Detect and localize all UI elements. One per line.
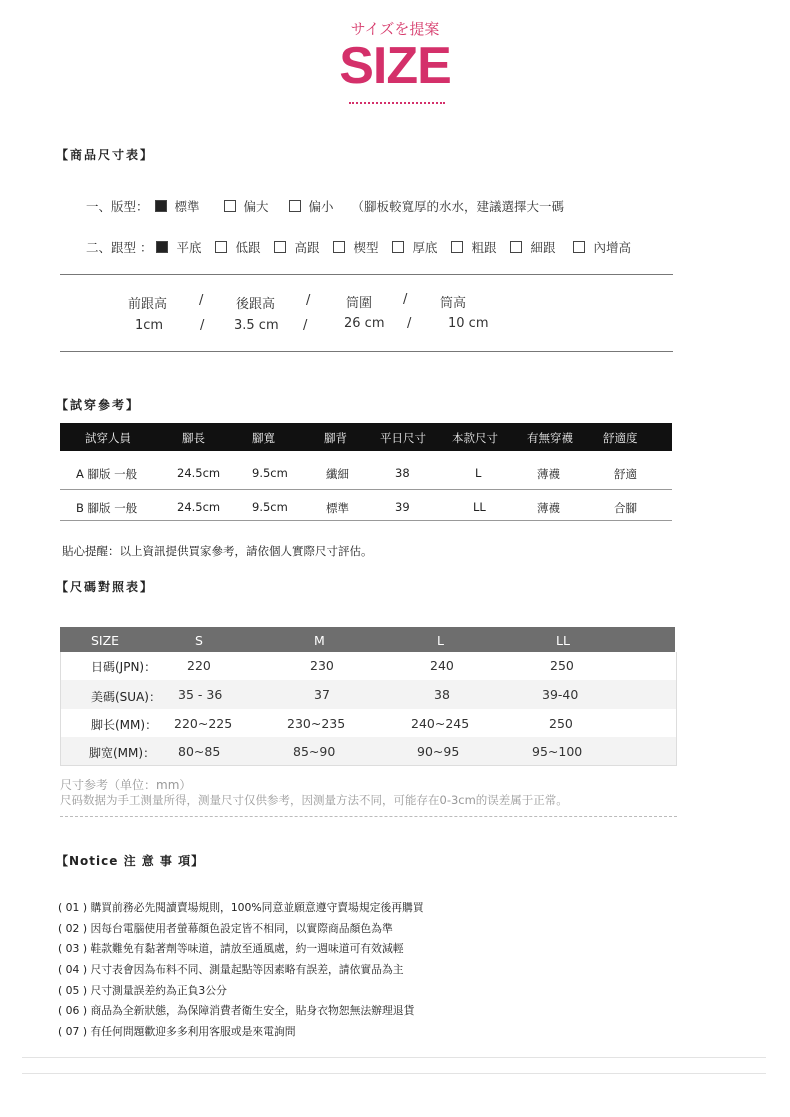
table-cell: 39-40 xyxy=(542,687,579,702)
fitting-col-header: 本款尺寸 xyxy=(452,431,498,445)
row-label: 美碼(SUA)： xyxy=(91,690,161,704)
notice-item: ( 01 ) 購買前務必先閱讀賣場規則，100%同意並願意遵守賣場規定後再購買 xyxy=(58,901,424,914)
checkbox-empty-icon xyxy=(274,241,286,253)
conversion-table-header xyxy=(60,627,675,652)
fitting-table-header xyxy=(60,423,672,451)
divider xyxy=(60,816,677,817)
table-row xyxy=(61,709,676,737)
heel-option: 內增高 xyxy=(593,240,631,255)
table-cell: 220 xyxy=(187,658,211,673)
table-cell: 24.5cm xyxy=(177,466,221,480)
page-subtitle: サイズを提案 xyxy=(350,20,440,38)
checkbox-empty-icon xyxy=(215,241,227,253)
heel-type-label: 二、跟型 ： xyxy=(86,240,153,255)
fitting-section-title: 【試穿參考】 xyxy=(56,398,141,412)
checkbox-empty-icon xyxy=(573,241,585,253)
checkbox-empty-icon xyxy=(510,241,522,253)
checkbox-empty-icon xyxy=(392,241,404,253)
heel-option: 厚底 xyxy=(412,240,438,255)
table-cell: 標準 xyxy=(326,501,349,515)
table-cell: 95~100 xyxy=(532,744,583,759)
table-row xyxy=(60,500,672,520)
table-cell: 薄襪 xyxy=(537,467,560,481)
measure-separator: / xyxy=(306,293,311,308)
table-cell: 38 xyxy=(434,687,450,702)
divider xyxy=(60,274,673,275)
row-label: 脚宽(MM)： xyxy=(89,746,156,760)
conversion-col-header: S xyxy=(195,633,203,648)
footer-divider xyxy=(22,1057,766,1058)
checkbox-empty-icon xyxy=(289,200,301,212)
table-row xyxy=(61,737,676,765)
heel-option: 平底 xyxy=(176,240,202,255)
table-cell: 9.5cm xyxy=(252,466,288,480)
fit-note: （腳板較寬厚的水水，建議選擇大一碼 xyxy=(351,199,565,214)
table-cell: 薄襪 xyxy=(537,501,560,515)
measure-separator: / xyxy=(199,293,204,308)
checkbox-checked-icon xyxy=(156,241,168,253)
fit-option: 偏大 xyxy=(243,199,269,214)
conversion-section-title: 【尺碼對照表】 xyxy=(56,580,155,594)
table-cell: 250 xyxy=(549,716,573,731)
fitting-col-header: 有無穿襪 xyxy=(527,431,573,445)
table-cell: 37 xyxy=(314,687,330,702)
divider xyxy=(60,351,673,352)
measure-separator: / xyxy=(200,318,205,333)
notice-item: ( 07 ) 有任何問題歡迎多多利用客服或是來電詢問 xyxy=(58,1025,296,1038)
product-size-section-title: 【商品尺寸表】 xyxy=(56,148,155,162)
table-cell: 纖細 xyxy=(326,467,349,481)
table-cell: B 腳版 一般 xyxy=(76,501,138,515)
notice-item: ( 06 ) 商品為全新狀態，為保障消費者衛生安全，貼身衣物恕無法辦理退貨 xyxy=(58,1004,415,1017)
row-label: 日碼(JPN)： xyxy=(91,660,157,674)
table-cell: 230~235 xyxy=(287,716,346,731)
fitting-col-header: 平日尺寸 xyxy=(380,431,426,445)
measure-value: 3.5 cm xyxy=(234,318,279,333)
footer-divider xyxy=(22,1073,766,1074)
heel-type-row xyxy=(86,238,631,256)
table-cell: 90~95 xyxy=(417,744,460,759)
table-cell: 85~90 xyxy=(293,744,336,759)
fitting-col-header: 腳長 xyxy=(182,431,205,445)
table-cell: 250 xyxy=(550,658,574,673)
table-row xyxy=(61,652,676,680)
table-cell: A 腳版 一般 xyxy=(76,467,138,481)
table-cell: L xyxy=(475,466,482,480)
row-label: 脚长(MM)： xyxy=(91,718,158,732)
checkbox-empty-icon xyxy=(224,200,236,212)
table-cell: 240~245 xyxy=(411,716,470,731)
measure-value: 1cm xyxy=(135,318,164,333)
measure-header: 前跟高 xyxy=(128,297,168,312)
table-cell: 38 xyxy=(395,466,410,480)
conversion-col-header: M xyxy=(314,633,325,648)
notice-item: ( 02 ) 因每台電腦使用者螢幕顏色設定皆不相同，以實際商品顏色為準 xyxy=(58,922,393,935)
heel-option: 粗跟 xyxy=(471,240,497,255)
notice-section-title: 【Notice 注 意 事 項】 xyxy=(56,854,205,868)
table-cell: 合腳 xyxy=(614,501,637,515)
fitting-col-header: 腳寬 xyxy=(252,431,275,445)
conversion-col-header: L xyxy=(437,633,444,648)
checkbox-empty-icon xyxy=(451,241,463,253)
conversion-col-header: SIZE xyxy=(91,633,120,648)
unit-note: 尺寸参考（单位：mm） xyxy=(60,778,192,792)
notice-item: ( 04 ) 尺寸表會因為布料不同、測量起點等因素略有誤差，請依實品為主 xyxy=(58,963,404,976)
measure-separator: / xyxy=(403,292,408,307)
fitting-col-header: 舒適度 xyxy=(603,431,638,445)
heel-option: 細跟 xyxy=(530,240,556,255)
table-cell: LL xyxy=(473,500,486,514)
table-row-divider xyxy=(60,489,672,490)
measure-value: 10 cm xyxy=(448,316,489,331)
table-row xyxy=(60,466,672,486)
checkbox-checked-icon xyxy=(155,200,167,212)
table-row xyxy=(61,680,676,709)
fitting-col-header: 腳背 xyxy=(324,431,347,445)
conversion-col-header: LL xyxy=(556,633,570,648)
heel-option: 低跟 xyxy=(235,240,261,255)
notice-item: ( 03 ) 鞋款難免有黏著劑等味道，請放至通風處，約一週味道可有效減輕 xyxy=(58,942,404,955)
measure-header: 筒圍 xyxy=(346,296,373,311)
fit-type-label: 一、版型： xyxy=(86,199,149,214)
table-cell: 230 xyxy=(310,658,334,673)
heel-option: 高跟 xyxy=(294,240,320,255)
measure-value: 26 cm xyxy=(344,316,385,331)
fit-type-row xyxy=(86,197,564,215)
table-cell: 24.5cm xyxy=(177,500,221,514)
table-cell: 220~225 xyxy=(174,716,233,731)
measure-separator: / xyxy=(303,318,308,333)
measurement-disclaimer: 尺码数据为手工测量所得，测量尺寸仅供参考，因测量方法不同，可能存在0-3cm的误差属于正常。 xyxy=(60,793,568,807)
page-title: SIZE xyxy=(339,37,451,95)
table-cell: 舒適 xyxy=(614,467,637,481)
measure-header: 後跟高 xyxy=(236,297,276,312)
table-cell: 240 xyxy=(430,658,454,673)
fitting-reminder: 貼心提醒：以上資訊提供買家參考，請依個人實際尺寸評估。 xyxy=(62,544,373,558)
notice-item: ( 05 ) 尺寸測量誤差約為正負3公分 xyxy=(58,984,227,997)
table-cell: 9.5cm xyxy=(252,500,288,514)
table-row-divider xyxy=(60,520,672,521)
measure-separator: / xyxy=(407,316,412,331)
table-cell: 80~85 xyxy=(178,744,221,759)
fitting-col-header: 試穿人員 xyxy=(85,431,131,445)
table-cell: 39 xyxy=(395,500,410,514)
checkbox-empty-icon xyxy=(333,241,345,253)
measure-header: 筒高 xyxy=(440,296,467,311)
fit-option: 標準 xyxy=(174,199,200,214)
title-dotted-underline xyxy=(349,102,445,104)
fit-option: 偏小 xyxy=(308,199,334,214)
table-cell: 35 - 36 xyxy=(178,687,223,702)
heel-option: 楔型 xyxy=(353,240,379,255)
conversion-table-body xyxy=(60,652,677,766)
